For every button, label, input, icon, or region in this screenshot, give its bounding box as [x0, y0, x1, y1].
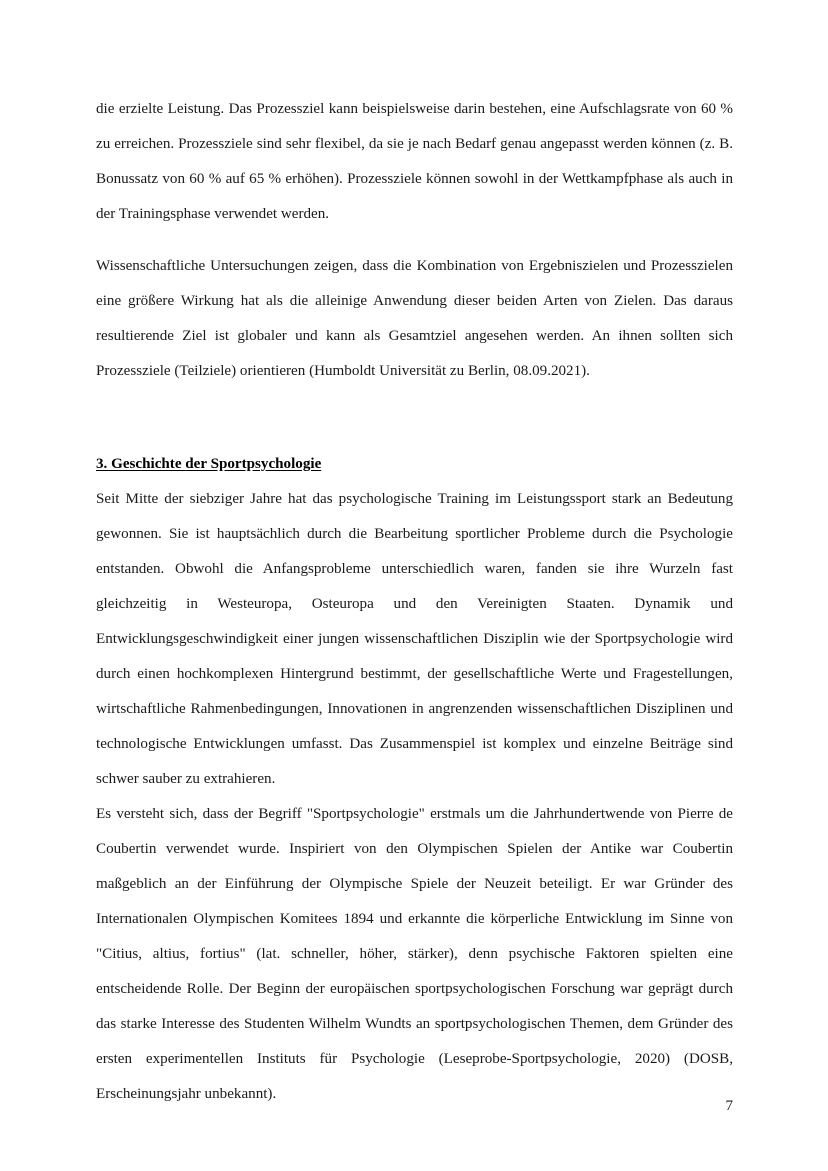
- section-geschichte: [96, 447, 733, 1112]
- section-heading-geschichte: 3. Geschichte der Sportpsychologie: [96, 456, 322, 472]
- paragraph-geschichte-2: Es versteht sich, dass der Begriff "Sportpsychologie" erstmals um die Jahrhundertwende von Pierre de Coubertin verwendet wurde. Inspiriert von den Olympischen Spielen der Antike war Coubertin maßgeblich an der Einführung der Olympische Spiele der Neuzeit beteiligt. Er war Gründer des Internationalen Olympischen Komitees 1894 und erkannte die körperliche Entwicklung im Sinne von "Citius, altius, fortius" (lat. schneller, höher, stärker), denn psychische Faktoren spielten eine entscheidende Rolle. Der Beginn der europäischen sportpsychologischen Forschung war geprägt durch das starke Interesse des Studenten Wilhelm Wundts an sportpsychologischen Themen, dem Gründer des ersten experimentellen Instituts für Psychologie (Leseprobe-Sportpsychologie, 2020) (DOSB, Erscheinungsjahr unbekannt).: [96, 806, 733, 1102]
- paragraph-prozessziel: die erzielte Leistung. Das Prozessziel kann beispielsweise darin bestehen, eine Aufschlagsrate von 60 % zu erreichen. Prozessziele sind sehr flexibel, da sie je nach Bedarf genau angepasst werden können (z. B. Bonussatz von 60 % auf 65 % erhöhen). Prozessziele können sowohl in der Wettkampfphase als auch in der Trainingsphase verwendet werden.: [96, 101, 733, 222]
- paragraph-untersuchungen: Wissenschaftliche Untersuchungen zeigen, dass die Kombination von Ergebniszielen und Prozesszielen eine größere Wirkung hat als die alleinige Anwendung dieser beiden Arten von Zielen. Das daraus resultierende Ziel ist globaler und kann als Gesamtziel angesehen werden. An ihnen sollten sich Prozessziele (Teilziele) orientieren (Humboldt Universität zu Berlin, 08.09.2021).: [96, 258, 733, 379]
- page-content: [96, 92, 733, 1112]
- page-number: 7: [725, 1098, 733, 1114]
- paragraph-geschichte-1: Seit Mitte der siebziger Jahre hat das psychologische Training im Leistungssport stark an Bedeutung gewonnen. Sie ist hauptsächlich durch die Bearbeitung sportlicher Probleme durch die Psychologie entstanden. Obwohl die Anfangsprobleme unterschiedlich waren, fanden sie ihre Wurzeln fast gleichzeitig in Westeuropa, Osteuropa und den Vereinigten Staaten. Dynamik und Entwicklungsgeschwindigkeit einer jungen wissenschaftlichen Disziplin wie der Sportpsychologie wird durch einen hochkomplexen Hintergrund bestimmt, der gesellschaftliche Werte und Fragestellungen, wirtschaftliche Rahmenbedingungen, Innovationen in angrenzenden wissenschaftlichen Disziplinen und technologische Entwicklungen umfasst. Das Zusammenspiel ist komplex und einzelne Beiträge sind schwer sauber zu extrahieren.: [96, 491, 733, 787]
